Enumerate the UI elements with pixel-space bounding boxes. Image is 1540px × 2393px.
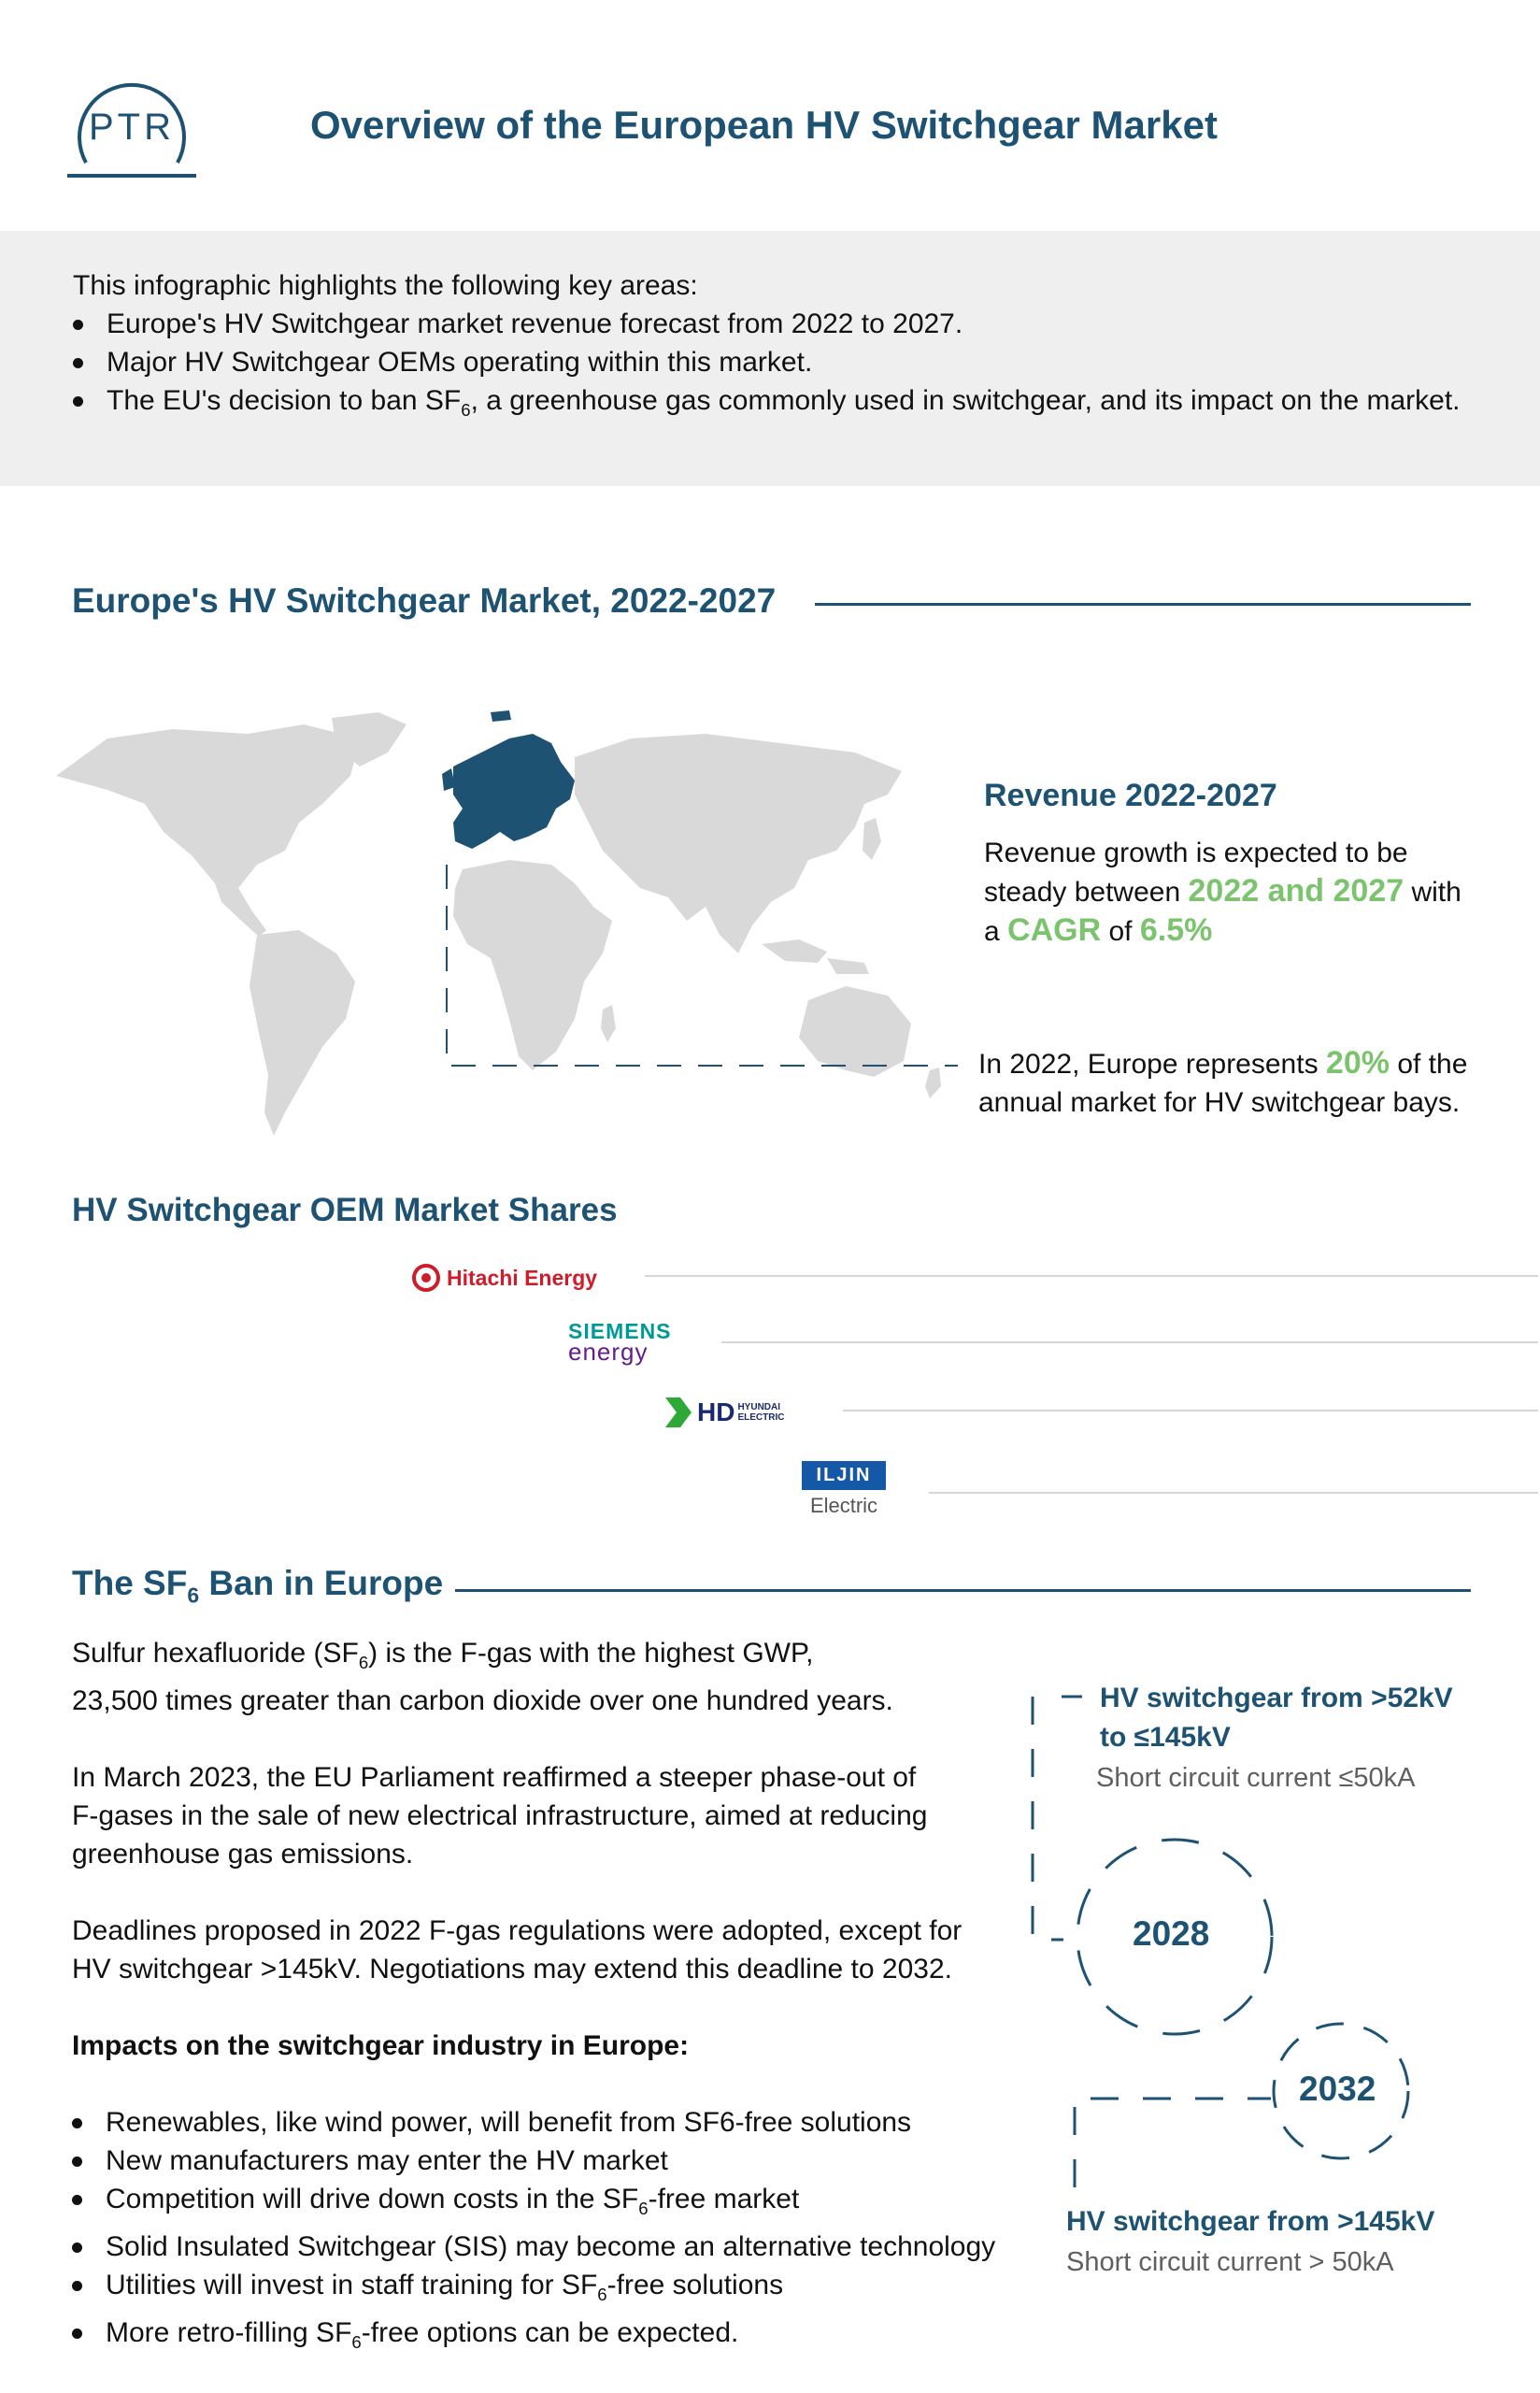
- para-text: greenhouse gas emissions.: [72, 1839, 414, 1870]
- timeline-2-subtitle: Short circuit current > 50kA: [1066, 2247, 1394, 2277]
- subscript: 6: [597, 2285, 607, 2304]
- impacts-title: Impacts on the switchgear industry in Europe:: [72, 2030, 690, 2061]
- share-line: In 2022, Europe represents: [978, 1049, 1319, 1080]
- hd-mark-text: HD: [697, 1397, 735, 1426]
- hd-hyundai-logo: [663, 1395, 784, 1430]
- oem-share-line: [721, 1341, 1538, 1343]
- sf6-body: [72, 1634, 1025, 2361]
- impact-text: -free options can be expected.: [361, 2317, 739, 2348]
- revenue-line: with: [1411, 877, 1462, 908]
- ptr-logo-text: PTR: [89, 107, 175, 148]
- subscript: 6: [358, 1653, 369, 1672]
- para-text: Deadlines proposed in 2022 F-gas regulations were adopted, except for: [72, 1915, 962, 1946]
- revenue-line: steady between: [984, 877, 1181, 908]
- hitachi-logo-text: Hitachi Energy: [447, 1265, 598, 1290]
- intro-bullet: Europe's HV Switchgear market revenue forecast from 2022 to 2027.: [73, 305, 1512, 343]
- subscript: 6: [461, 400, 471, 420]
- title-part: Ban in Europe: [199, 1564, 444, 1602]
- revenue-line: Revenue growth is expected to be: [984, 838, 1408, 868]
- para-text: HV switchgear >145kV. Negotiations may extend this deadline to 2032.: [72, 1954, 952, 1985]
- hyundai-electric-text: [737, 1402, 784, 1423]
- impact-text: -free solutions: [606, 2270, 784, 2300]
- para-text: F-gases in the sale of new electrical infrastructure, aimed at reducing: [72, 1800, 928, 1831]
- impact-item: Renewables, like wind power, will benefit from SF6-free solutions: [72, 2103, 1025, 2142]
- intro-bullets: [73, 305, 1512, 429]
- timeline-2-title: HV switchgear from >145kV: [1066, 2206, 1435, 2237]
- subscript: 6: [351, 2332, 362, 2352]
- revenue-line: of: [1108, 916, 1133, 947]
- intro-bullet-text: , a greenhouse gas commonly used in switchgear, and its impact on the market.: [470, 385, 1461, 416]
- oem-share-line: [843, 1410, 1538, 1411]
- map-connector: [439, 865, 962, 1070]
- europe-region: [453, 734, 575, 849]
- impact-text: More retro-filling SF: [106, 2317, 352, 2348]
- para-text: ) is the F-gas with the highest GWP,: [368, 1638, 814, 1669]
- impact-text: Utilities will invest in staff training for SF: [106, 2270, 598, 2300]
- intro-bullet-text: The EU's decision to ban SF: [107, 385, 462, 416]
- market-share-text: [978, 1044, 1530, 1122]
- impact-item: [72, 2314, 1025, 2361]
- page-title: Overview of the European HV Switchgear Market: [310, 103, 1218, 147]
- impact-item: New manufacturers may enter the HV market: [72, 2142, 1025, 2180]
- year-2032: 2032: [1299, 2070, 1376, 2108]
- impact-item: [72, 2266, 1025, 2314]
- iljin-electric-text: Electric: [809, 1494, 878, 1517]
- oem-share-line: [645, 1275, 1538, 1277]
- impact-text: -free market: [648, 2184, 800, 2214]
- sf6-section-title: [72, 1564, 443, 1608]
- section-divider: [455, 1589, 1471, 1592]
- para-text: In March 2023, the EU Parliament reaffirmed a steeper phase-out of: [72, 1762, 917, 1793]
- title-part: The SF: [72, 1564, 188, 1602]
- revenue-line: a: [984, 916, 1000, 947]
- para-text: 23,500 times greater than carbon dioxide over one hundred years.: [72, 1685, 893, 1716]
- t1-title-line: HV switchgear from >52kV: [1100, 1683, 1453, 1713]
- impact-text: Competition will drive down costs in the SF: [106, 2184, 639, 2214]
- revenue-text: [984, 834, 1526, 951]
- timeline-1-subtitle: Short circuit current ≤50kA: [1096, 1763, 1416, 1793]
- ptr-logo: [65, 65, 198, 181]
- impacts-list: [72, 2103, 1025, 2361]
- intro-bullet: Major HV Switchgear OEMs operating within this market.: [73, 343, 1512, 381]
- intro-content: [73, 266, 1512, 429]
- market-section-title: Europe's HV Switchgear Market, 2022-2027: [72, 581, 777, 620]
- oem-section-title: HV Switchgear OEM Market Shares: [72, 1192, 618, 1228]
- oem-share-line: [929, 1492, 1538, 1494]
- iljin-electric-logo: [802, 1461, 886, 1518]
- cagr-label: CAGR: [1007, 912, 1102, 948]
- hyundai-text: HYUNDAI: [737, 1402, 781, 1412]
- share-value: 20%: [1325, 1045, 1390, 1081]
- energy-logo-text: energy: [568, 1338, 649, 1366]
- section-divider: [815, 603, 1471, 606]
- siemens-logo-text: SIEMENS: [568, 1319, 672, 1343]
- siemens-energy-logo: [568, 1319, 672, 1366]
- share-line: annual market for HV switchgear bays.: [978, 1087, 1461, 1118]
- dashed-connector-icon: [439, 865, 962, 1070]
- year-2028: 2028: [1133, 1914, 1210, 1953]
- intro-bullet: [73, 381, 1512, 429]
- hyundai-chevron-icon: [663, 1396, 693, 1429]
- subscript: 6: [187, 1583, 200, 1608]
- iljin-mark-text: ILJIN: [802, 1461, 886, 1490]
- hitachi-emblem-icon: [411, 1263, 441, 1293]
- intro-lead: This infographic highlights the following key areas:: [73, 270, 698, 301]
- revenue-years: 2022 and 2027: [1188, 873, 1405, 909]
- timeline-1-title: [1100, 1679, 1453, 1757]
- cagr-value: 6.5%: [1139, 912, 1213, 948]
- electric-text: ELECTRIC: [737, 1412, 785, 1423]
- share-line: of the: [1397, 1049, 1468, 1080]
- para-text: Sulfur hexafluoride (SF: [72, 1638, 359, 1669]
- impact-item: Solid Insulated Switchgear (SIS) may become an alternative technology: [72, 2228, 1025, 2266]
- t1-title-line: to ≤145kV: [1100, 1722, 1231, 1753]
- revenue-title: Revenue 2022-2027: [984, 778, 1277, 813]
- subscript: 6: [638, 2199, 649, 2218]
- hitachi-energy-logo: [411, 1262, 597, 1294]
- impact-item: [72, 2180, 1025, 2228]
